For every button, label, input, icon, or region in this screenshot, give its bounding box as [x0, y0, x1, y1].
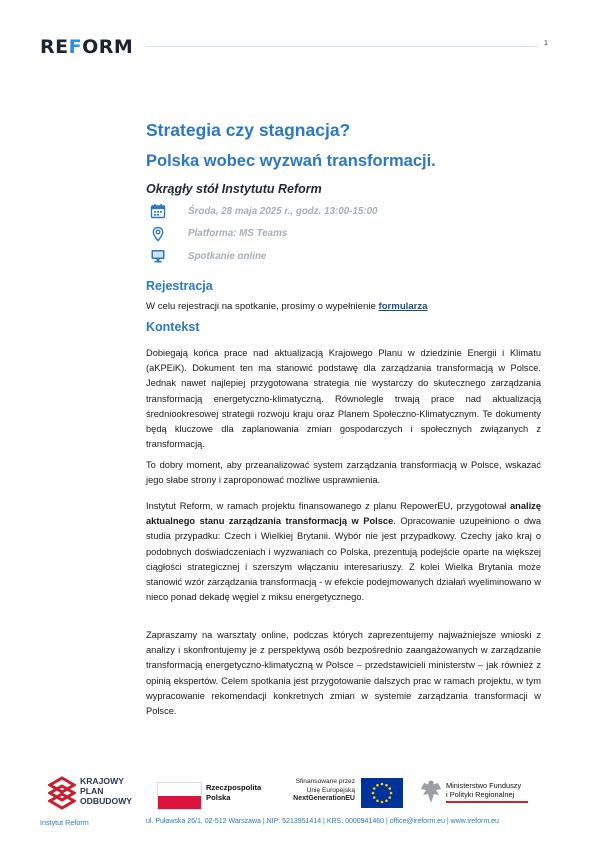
header-divider — [146, 46, 538, 47]
footer-contact: ul. Puławska 26/1, 02-512 Warszawa | NIP: 5213951414 | KRS: 0000941460 | office@ireform.eu | www.ireform.eu — [146, 818, 499, 825]
context-paragraph-2: To dobry moment, aby przeanalizować system zarządzania transformacją w Polsce, wskazać jego słabe strony i zaproponować możliwe usprawnienia. — [146, 460, 541, 486]
registration-form-link[interactable]: formularza — [378, 301, 428, 312]
ministry-logo-text: Ministerstwo Funduszy i Polityki Regionalnej — [446, 781, 522, 799]
event-name: Okrągły stół Instytutu Reform — [146, 182, 322, 196]
event-date: Środa, 28 maja 2025 r., godz. 13:00-15:00 — [188, 206, 378, 217]
reform-logo: REFORM — [40, 36, 134, 58]
monitor-icon — [150, 248, 166, 264]
kpo-logo-text: KRAJOWY PLAN ODBUDOWY — [80, 776, 133, 806]
eu-flag-icon — [361, 778, 403, 808]
registration-text: W celu rejestracji na spotkanie, prosimy o wypełnienie formularza — [146, 301, 428, 312]
context-paragraph-4: Zapraszamy na warsztaty online, podczas których zaprezentujemy najważniejsze wnioski z analizy i skonfrontujemy je z perspektywą osób bezpośrednio zaangażowanych w zarządzanie transformacją energetyczno-klimatyczną w Polsce – przedstawicieli ministerstw – jak również z opinią ekspertów. Celem spotkania jest przygotowanie dalszych prac w ramach projektu, w tym wypracowanie rekomendacji konkretnych zmian w systemie zarządzania transformacji w Polsce. — [146, 630, 541, 717]
page-subtitle: Polska wobec wyzwań transformacji. — [146, 152, 436, 170]
registration-heading: Rejestracja — [146, 279, 213, 293]
context-paragraph-3: Instytut Reform, w ramach projektu finansowanego z planu RepowerEU, przygotował analizę aktualnego stanu zarządzania transformacją w Polsce. Opracowanie uzupełniono o dwa studia przypadku: Czech i Wielkiej Brytanii. Wybór nie jest przypadkowy. Czechy jako kraj o podobnych doświadczeniach i wyzwaniach co Polska, prezentują podejście oparte na większej ciągłości strategicznej i szerszym włączaniu interesariuszy. Z kolei Wielka Brytania może stanowić wzór zarządzania transformacją - w efekcie podejmowanych działań wyeliminowano w nieco ponad dekadę węgiel z miksu energetycznego. — [146, 501, 542, 603]
page-title: Strategia czy stagnacja? — [146, 120, 351, 140]
page-number: 1 — [544, 40, 548, 47]
poland-flag-icon — [157, 782, 202, 810]
rzeczpospolita-logo-text: Rzeczpospolita Polska — [206, 783, 262, 802]
calendar-icon — [150, 203, 166, 219]
kpo-logo-icon — [48, 776, 76, 810]
eu-funding-text: Sfinansowane przez Unię Europejską NextGenerationEU — [293, 778, 355, 802]
event-mode: Spotkanie online — [188, 251, 267, 262]
ministry-underline — [446, 801, 528, 803]
location-pin-icon — [150, 226, 166, 242]
eagle-emblem-icon — [420, 779, 442, 805]
footer-organization: Instytut Reform — [40, 818, 89, 827]
event-platform: Platforma: MS Teams — [188, 228, 288, 239]
context-heading: Kontekst — [146, 320, 200, 334]
context-paragraph-1: Dobiegają końca prace nad aktualizacją Krajowego Planu w dziedzinie Energii i Klimatu (aKPEiK). Dokument ten ma stanowić podstawę dla zarządzania transformacją w Polsce. Jednak nawet najlepiej przygotowana strategia nie wystarczy do skutecznego zarządzania transformacją energetyczno-klimatyczną. Równolegle trwają prace nad aktualizacją średniookresowej strategii rozwoju kraju oraz Planem Społeczno-Klimatycznym. Te dokumenty będą kluczowe dla zaplanowania zmian gospodarczych i społecznych związanych z transformacją. — [146, 348, 541, 450]
